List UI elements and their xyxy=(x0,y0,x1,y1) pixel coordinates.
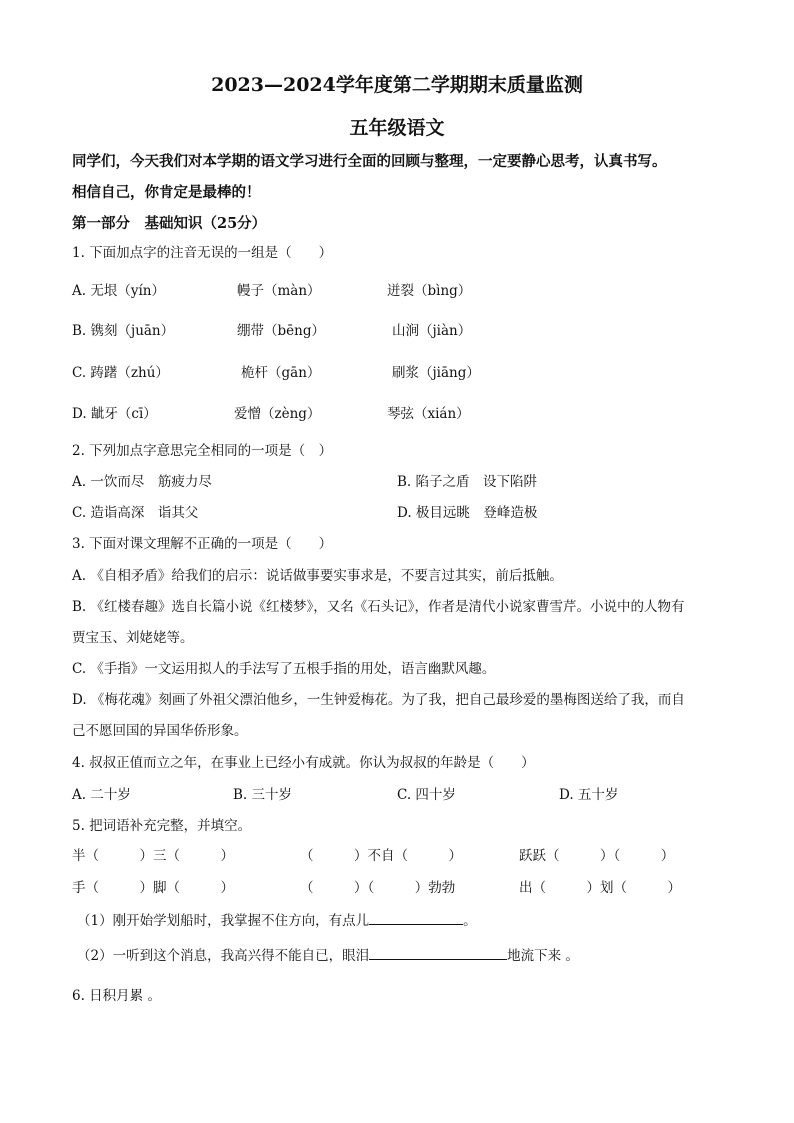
question-stem: 5. 把词语补充完整，并填空。 xyxy=(72,818,252,834)
option-c-2: 桅杆（gān） xyxy=(241,365,321,381)
idiom-blank-5: （ ）（ ）勃勃 xyxy=(300,880,456,896)
idiom-blank-2: （ ）不自（ ） xyxy=(300,848,462,864)
answer-blank[interactable] xyxy=(369,945,507,960)
option-c: C. 造诣高深 诣其父 xyxy=(72,505,199,521)
answer-blank[interactable] xyxy=(369,910,463,925)
option-c-1: C. 踌躇（zhú） xyxy=(72,365,169,381)
option-b-1: B. 镌刻（juān） xyxy=(72,323,175,339)
option-b: B. 三十岁 xyxy=(233,787,293,803)
option-a-2: 幔子（màn） xyxy=(237,283,321,299)
idiom-blank-6: 出（ ）划（ ） xyxy=(519,880,681,896)
idiom-blank-4: 手（ ）脚（ ） xyxy=(72,880,234,896)
page-subtitle: 五年级语文 xyxy=(349,117,445,139)
sentence-end: 地流下来 。 xyxy=(507,948,579,964)
question-6: 6. 日积月累 。 xyxy=(72,988,161,1004)
sentence-end: 。 xyxy=(463,913,477,929)
option-b-line-2: 贾宝玉、刘姥姥等。 xyxy=(72,630,194,646)
question-stem: 2. 下列加点字意思完全相同的一项是（ ） xyxy=(72,443,333,459)
option-c-3: 刷浆（jiāng） xyxy=(392,365,480,381)
question-stem: 4. 叔叔正值而立之年，在事业上已经小有成就。你认为叔叔的年龄是（ ） xyxy=(72,755,535,771)
sentence-text: （1）刚开始学划船时，我掌握不住方向，有点儿 xyxy=(77,913,370,929)
option-c: C. 《手指》一文运用拟人的手法写了五根手指的用处，语言幽默风趣。 xyxy=(72,661,496,677)
intro-line-2: 相信自己，你肯定是最棒的！ xyxy=(72,184,261,201)
option-b-3: 山涧（jiàn） xyxy=(392,323,472,339)
section-heading: 第一部分 基础知识（25分） xyxy=(72,215,267,232)
option-d-1: D. 龇牙（cī） xyxy=(72,406,157,422)
sentence-2 xyxy=(77,945,579,966)
page-title: 2023—2024学年度第二学期期末质量监测 xyxy=(211,74,583,96)
option-d: D. 极目远眺 登峰造极 xyxy=(397,505,538,521)
question-stem: 1. 下面加点字的注音无误的一组是（ ） xyxy=(72,245,333,261)
option-a: A. 《自相矛盾》给我们的启示：说话做事要实事求是，不要言过其实，前后抵触。 xyxy=(72,568,563,584)
option-b-2: 绷带（bēng） xyxy=(237,323,325,339)
option-a: A. 一饮而尽 筋疲力尽 xyxy=(72,474,212,490)
option-d-2: 爱憎（zèng） xyxy=(234,406,321,422)
option-a-3: 迸裂（bìng） xyxy=(387,283,472,299)
option-a: A. 二十岁 xyxy=(72,787,131,803)
sentence-1 xyxy=(77,910,477,931)
idiom-blank-3: 跃跃（ ）（ ） xyxy=(519,848,675,864)
option-b-line-1: B. 《红楼春趣》选自长篇小说《红楼梦》，又名《石头记》，作者是清代小说家曹雪芹。小说中的人物有 xyxy=(72,599,685,615)
option-d-3: 琴弦（xián） xyxy=(387,406,470,422)
idiom-blank-1: 半（ ）三（ ） xyxy=(72,848,234,864)
option-b: B. 陷子之盾 设下陷阱 xyxy=(397,474,538,490)
intro-line-1: 同学们，今天我们对本学期的语文学习进行全面的回顾与整理，一定要静心思考，认真书写。 xyxy=(72,153,667,170)
option-c: C. 四十岁 xyxy=(397,787,456,803)
option-a-1: A. 无垠（yín） xyxy=(72,283,165,299)
option-d-line-1: D. 《梅花魂》刻画了外祖父漂泊他乡，一生钟爱梅花。为了我，把自己最珍爱的墨梅图送给了我，而自 xyxy=(72,692,685,708)
option-d: D. 五十岁 xyxy=(559,787,619,803)
sentence-text: （2）一听到这个消息，我高兴得不能自已，眼泪 xyxy=(77,948,370,964)
option-d-line-2: 己不愿回国的异国华侨形象。 xyxy=(72,723,248,739)
question-stem: 3. 下面对课文理解不正确的一项是（ ） xyxy=(72,536,333,552)
